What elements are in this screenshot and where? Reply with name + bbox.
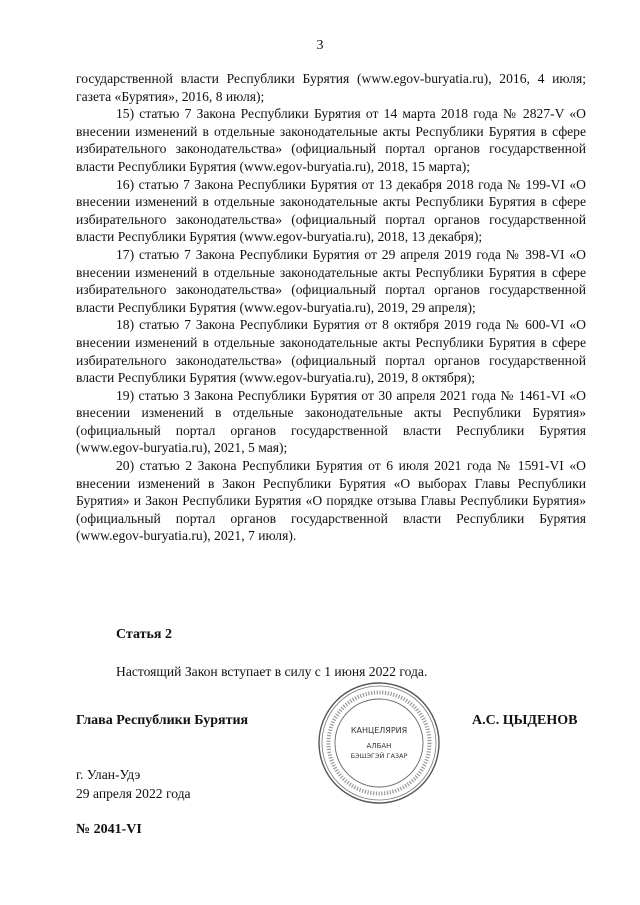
paragraph-item-19: 19) статью 3 Закона Республики Бурятия от 30 апреля 2021 года № 1461-VI «О внесении изменений в отдельные законодательные акты Республики Бурятия» (официальный портал органов государственной власти Республики Бурятия (www.egov-buryatia.ru), 2021, 5 мая);	[76, 387, 586, 456]
paragraph-item-16: 16) статью 7 Закона Республики Бурятия от 13 декабря 2018 года № 199-VI «О внесении изменений в отдельные законодательные акты Республики Бурятия в сфере избирательного законодательства» (официальный портал органов государственной власти Республики Бурятия (www.egov-buryatia.ru), 2018, 13 декабря);	[76, 176, 586, 245]
page-number: 3	[316, 38, 324, 53]
seal-text-line2: АЛБАН	[366, 742, 392, 750]
paragraph-item-17: 17) статью 7 Закона Республики Бурятия от 29 апреля 2019 года № 398-VI «О внесении изменений в отдельные законодательные акты Республики Бурятия в сфере избирательного законодательства» (официальный портал органов государственной власти Республики Бурятия (www.egov-buryatia.ru), 2019, 29 апреля);	[76, 246, 586, 315]
seal-text-line3: БЭШЭГЭЙ ГАЗАР	[350, 752, 408, 760]
paragraph-item-18: 18) статью 7 Закона Республики Бурятия от 8 октября 2019 года № 600-VI «О внесении изменений в отдельные законодательные акты Республики Бурятия в сфере избирательного законодательства» (официальный портал органов государственной власти Республики Бурятия (www.egov-buryatia.ru), 2019, 8 октября);	[76, 317, 586, 386]
seal-text-line1: КАНЦЕЛЯРИЯ	[350, 726, 408, 735]
paragraph-continuation: государственной власти Республики Бурятия (www.egov-buryatia.ru), 2016, 4 июля; газета «Бурятия», 2016, 8 июля);	[76, 71, 586, 104]
signature-title: Глава Республики Бурятия	[76, 713, 249, 728]
law-body-text	[76, 70, 586, 545]
official-seal	[317, 681, 441, 805]
signature-name: А.С. ЦЫДЕНОВ	[472, 713, 578, 728]
article-heading: Статья 2	[116, 627, 172, 642]
paragraph-item-15: 15) статью 7 Закона Республики Бурятия от 14 марта 2018 года № 2827-V «О внесении изменений в отдельные законодательные акты Республики Бурятия в сфере избирательного законодательства» (официальный портал органов государственной власти Республики Бурятия (www.egov-buryatia.ru), 2018, 15 марта);	[76, 106, 586, 174]
article-text: Настоящий Закон вступает в силу с 1 июня 2022 года.	[116, 664, 428, 679]
paragraph-item-20: 20) статью 2 Закона Республики Бурятия от 6 июля 2021 года № 1591-VI «О внесении изменений в Закон Республики Бурятия «О выборах Главы Республики Бурятия» и Закон Республики Бурятия «О порядке отзыва Главы Республики Бурятия» (официальный портал органов государственной власти Республики Бурятия (www.egov-buryatia.ru), 2021, 7 июля).	[76, 458, 586, 544]
signing-date: 29 апреля 2022 года	[76, 786, 191, 801]
law-number: № 2041-VI	[76, 822, 142, 837]
seal-graphic	[317, 681, 441, 805]
signing-city: г. Улан-Удэ	[76, 767, 141, 782]
